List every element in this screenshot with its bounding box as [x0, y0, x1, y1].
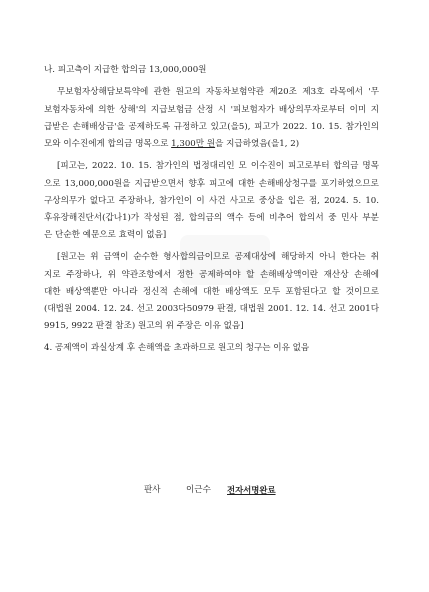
underlined-amount: 1,300만 원	[171, 139, 216, 149]
para3-line1: [원고는 위 금액이 순수한 형사합의금이므로 공제대상에 해당하지 아니 한다는 취	[57, 252, 379, 262]
para2-line1: [피고는, 2022. 10. 15. 참가인의 법정대리인 모 이수진이 피고로부터 합의금 명목	[57, 161, 379, 171]
para3-line2: 지로 주장하나, 위 약관조항에서 정한 공제하여야 할 손해배상액이란 재산상 손해에	[44, 270, 379, 280]
para2-line3: 구상의무가 없다고 주장하나, 참가인이 이 사건 사고로 중상을 입은 점, 2024. 5. 10.	[44, 196, 379, 206]
judge-name: 이근수	[186, 485, 211, 495]
para1-line4	[44, 138, 299, 150]
judge-title: 판사	[144, 485, 161, 495]
para1-line4-text-a: 모와 이수진에게 합의금 명목으로	[44, 139, 172, 149]
para1-line3: 급받은 손해배상금'을 공제하도록 규정하고 있고(을5), 피고가 2022. 10. 15. 참가인의	[44, 122, 379, 132]
para3-line4: (대법원 2004. 12. 24. 선고 2003다50979 판결, 대법원 2001. 12. 14. 선고 2001다	[44, 304, 379, 314]
para3-line5: 9915, 9922 판결 참조) 원고의 위 주장은 이유 없음]	[44, 321, 244, 331]
conclusion-line: 4. 공제액이 과실상계 후 손해액을 초과하므로 원고의 청구는 이유 없음	[44, 343, 310, 353]
para1-line2: 보험자동차에 의한 상해'의 지급보험금 산정 시 '피보험자가 배상의무자로부터 이미 지	[44, 105, 379, 115]
para1-line4-text-b: 을 지급하였음(을1, 2)	[215, 139, 300, 149]
electronic-signature: 전자서명완료	[227, 485, 276, 495]
para1-line1: 무보험자상해담보특약에 관한 원고의 자동차보험약관 제20조 제3호 라목에서 '무	[57, 87, 379, 97]
para3-line3: 대한 배상액뿐만 아니라 정신적 손해에 대한 배상액도 모두 포함된다고 할 것이므로	[44, 287, 379, 297]
para2-line2: 으로 13,000,000원을 지급받으면서 향후 피고에 대한 손해배상청구를 포기하였으므로	[44, 179, 379, 189]
para2-line4: 후유장해진단서(갑나1)가 작성된 점, 합의금의 액수 등에 비추어 합의서 중 민사 부분	[44, 213, 379, 223]
section-heading: 나. 피고측이 지급한 합의금 13,000,000원	[44, 65, 207, 75]
para2-line5: 은 단순한 예문으로 효력이 없음]	[44, 230, 167, 240]
